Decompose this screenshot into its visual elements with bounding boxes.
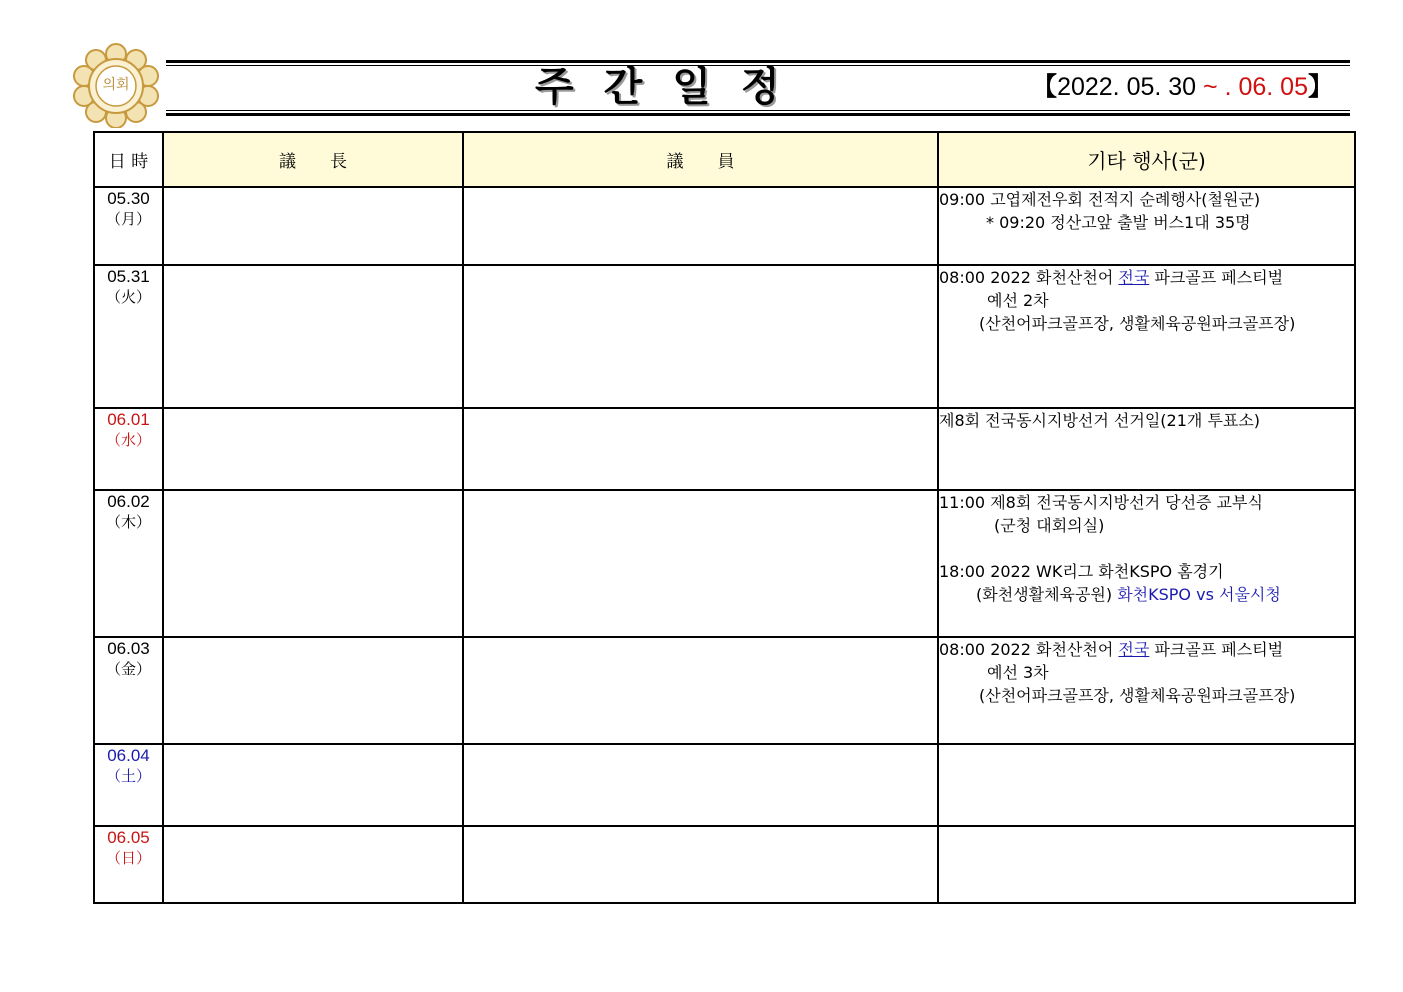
event-link[interactable]: 전국 xyxy=(1118,640,1150,659)
day-of-week: （月） xyxy=(105,210,151,228)
day-of-week: （日） xyxy=(105,849,151,867)
date-value: 06.03 xyxy=(107,639,150,658)
spacer xyxy=(939,537,1354,560)
period-range xyxy=(1032,70,1333,104)
chairman-cell xyxy=(163,265,463,408)
period-tilde: ~ . xyxy=(1196,73,1239,101)
event-text: 파크골프 페스티벌 xyxy=(1149,640,1284,659)
header-row xyxy=(94,132,1355,187)
date-cell xyxy=(94,826,163,903)
event-line: 09:00 고엽제전우회 전적지 순례행사(철원군) xyxy=(939,190,1261,209)
event-text: 08:00 2022 화천산천어 xyxy=(939,640,1119,659)
member-cell xyxy=(463,637,938,744)
date-value: 06.05 xyxy=(107,828,150,847)
chairman-cell xyxy=(163,490,463,637)
day-of-week: （木） xyxy=(105,513,151,531)
date-value: 05.31 xyxy=(107,267,150,286)
event-cell xyxy=(938,490,1355,637)
council-emblem-icon xyxy=(70,42,162,128)
member-cell xyxy=(463,187,938,265)
schedule-table xyxy=(93,131,1356,904)
event-cell xyxy=(938,265,1355,408)
date-value: 05.30 xyxy=(107,189,150,208)
period-start: 2022. 05. 30 xyxy=(1057,73,1197,101)
date-cell xyxy=(94,265,163,408)
table-row xyxy=(94,490,1355,637)
event-line: * 09:20 정산고앞 출발 버스1대 35명 xyxy=(986,213,1251,232)
table-row xyxy=(94,408,1355,490)
date-cell xyxy=(94,408,163,490)
date-value: 06.04 xyxy=(107,746,150,765)
chairman-cell xyxy=(163,408,463,490)
event-cell xyxy=(938,408,1355,490)
event-cell xyxy=(938,187,1355,265)
event-cell xyxy=(938,637,1355,744)
page-title: 주간일정 xyxy=(535,63,810,110)
day-of-week: （土） xyxy=(105,767,151,785)
emblem-text: 의회 xyxy=(102,77,130,93)
chairman-cell xyxy=(163,744,463,826)
event-line: 18:00 2022 WK리그 화천KSPO 홈경기 xyxy=(939,562,1224,581)
table-row xyxy=(94,265,1355,408)
event-line xyxy=(939,583,1354,606)
date-value: 06.02 xyxy=(107,492,150,511)
header-chairman: 議 長 xyxy=(163,132,463,187)
event-text: (화천생활체육공원) xyxy=(976,585,1118,604)
event-text: 08:00 2022 화천산천어 xyxy=(939,268,1119,287)
member-cell xyxy=(463,408,938,490)
member-cell xyxy=(463,826,938,903)
day-of-week: （金） xyxy=(105,660,151,678)
event-link[interactable]: 전국 xyxy=(1118,268,1150,287)
event-line: (군청 대회의실) xyxy=(994,516,1105,535)
period-end: 06. 05 xyxy=(1238,73,1308,101)
date-value: 06.01 xyxy=(107,410,150,429)
member-cell xyxy=(463,490,938,637)
date-cell xyxy=(94,637,163,744)
day-of-week: （水） xyxy=(105,431,151,449)
event-line: 11:00 제8회 전국동시지방선거 당선증 교부식 xyxy=(939,493,1263,512)
date-cell xyxy=(94,490,163,637)
period-bracket-open: 【 xyxy=(1032,73,1058,101)
day-of-week: （火） xyxy=(105,288,151,306)
member-cell xyxy=(463,744,938,826)
table-row xyxy=(94,744,1355,826)
period-bracket-close: 】 xyxy=(1307,73,1333,101)
date-cell xyxy=(94,744,163,826)
table-row xyxy=(94,637,1355,744)
event-text: 파크골프 페스티벌 xyxy=(1149,268,1284,287)
event-line: (산천어파크골프장, 생활체육공원파크골프장) xyxy=(979,686,1296,705)
table-row xyxy=(94,187,1355,265)
chairman-cell xyxy=(163,187,463,265)
event-line xyxy=(939,638,1354,661)
event-cell xyxy=(938,744,1355,826)
date-cell xyxy=(94,187,163,265)
event-line xyxy=(939,266,1354,289)
chairman-cell xyxy=(163,637,463,744)
event-line: 제8회 전국동시지방선거 선거일(21개 투표소) xyxy=(939,411,1261,430)
chairman-cell xyxy=(163,826,463,903)
header-member: 議 員 xyxy=(463,132,938,187)
header-etc: 기타 행사(군) xyxy=(938,132,1355,187)
header-rule xyxy=(166,113,1350,116)
event-line: 예선 2차 xyxy=(987,291,1049,310)
table-row xyxy=(94,826,1355,903)
event-line: (산천어파크골프장, 생활체육공원파크골프장) xyxy=(979,314,1296,333)
member-cell xyxy=(463,265,938,408)
event-cell xyxy=(938,826,1355,903)
header-date: 日 時 xyxy=(94,132,163,187)
match-text: 화천KSPO vs 서울시청 xyxy=(1117,585,1281,604)
event-line: 예선 3차 xyxy=(987,663,1049,682)
